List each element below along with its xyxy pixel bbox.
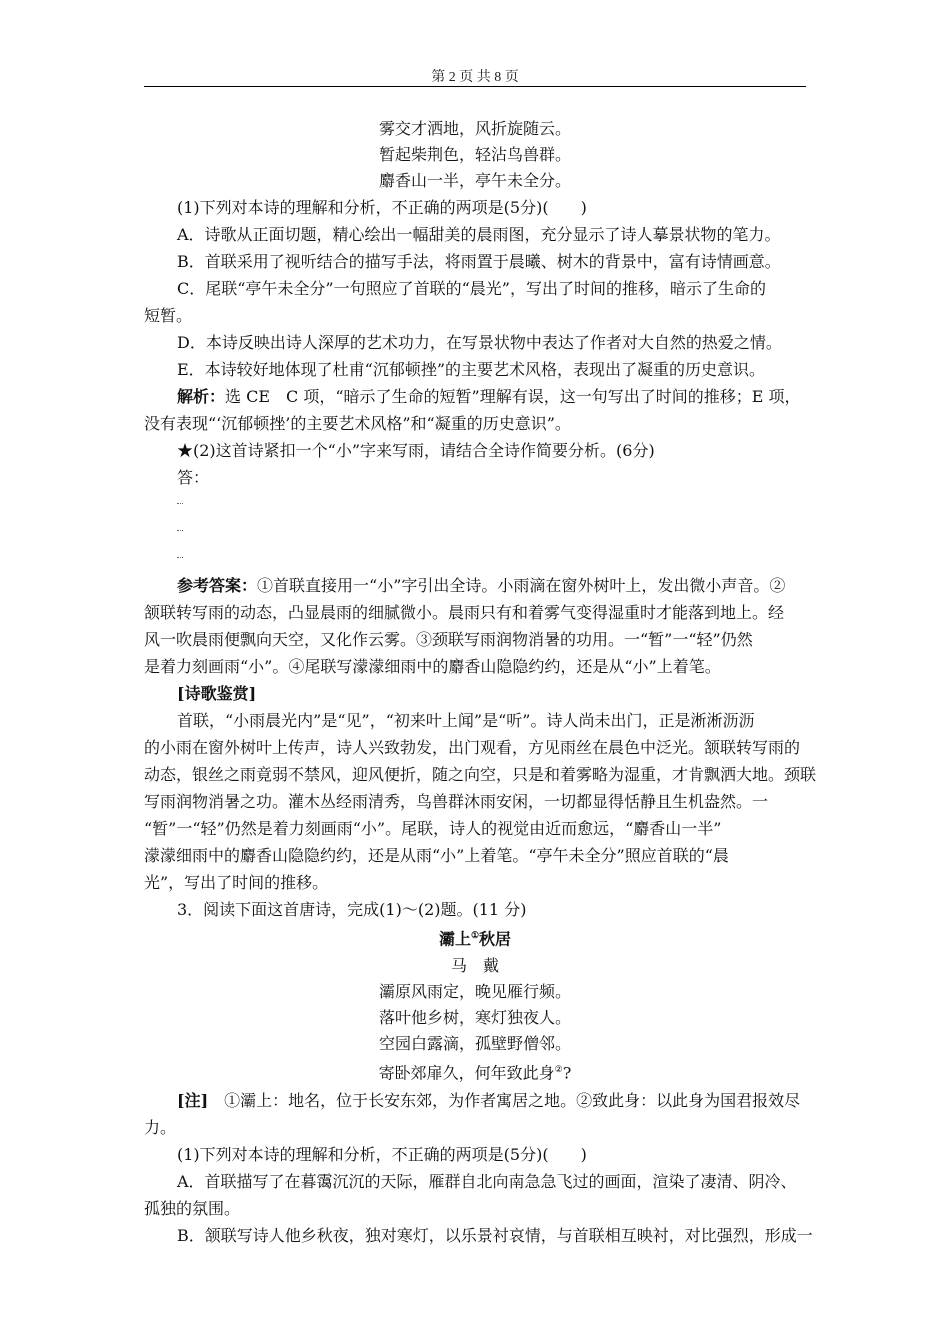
footnote-marker: ① xyxy=(470,931,480,941)
answer-blank-line[interactable] xyxy=(144,545,806,572)
appreciation-line: 光”，写出了时间的推移。 xyxy=(144,873,329,892)
poem-2-notes-cont: 力。 xyxy=(144,1117,177,1137)
reference-text: ①首联直接用一“小”字引出全诗。小雨滴在窗外树叶上，发出微小声音。② xyxy=(257,576,786,595)
option-d: D．本诗反映出诗人深厚的艺术功力，在写景状物中表达了作者对大自然的热爱之情。 xyxy=(177,333,782,352)
poem-line: 落叶他乡树，寒灯独夜人。 xyxy=(378,1008,571,1028)
answer-blank-line[interactable] xyxy=(144,491,806,518)
question-3-intro: 3．阅读下面这首唐诗，完成(1)～(2)题。(11 分) xyxy=(177,900,527,919)
poem-line: 雾交才洒地，风折旋随云。 xyxy=(378,119,571,138)
q3-option-b: B．颔联写诗人他乡秋夜，独对寒灯，以乐景衬哀情，与首联相互映衬，对比强烈，形成一 xyxy=(177,1225,813,1245)
note-text: ①灞上：地名，位于长安东郊，为作者寓居之地。②致此身：以此身为国君报效尽 xyxy=(224,1090,801,1110)
appreciation-line: 的小雨在窗外树叶上传声，诗人兴致勃发，出门观看，方见雨丝在晨色中泛光。颔联转写雨的 xyxy=(144,738,801,757)
answer-blank-line[interactable] xyxy=(144,518,806,545)
poem-2-author: 马 戴 xyxy=(450,956,499,976)
document-body xyxy=(144,116,817,1249)
poem-line: 暂起柴荆色，轻沾鸟兽群。 xyxy=(378,145,571,164)
reference-answer xyxy=(144,572,806,599)
poem-2-title: 灞上①秋居 xyxy=(438,929,512,949)
poem-line: 灞原风雨定，晚见雁行频。 xyxy=(378,982,571,1002)
appreciation-line: 动态，银丝之雨竟弱不禁风，迎风便折，随之向空，只是和着雾略为湿重，才肯飘洒大地。颈联 xyxy=(144,765,817,784)
appreciation-line: 濛濛细雨中的麝香山隐隐约约，还是从雨“小”上着笔。“亭午未全分”照应首联的“晨 xyxy=(144,846,729,865)
footnote-marker: ② xyxy=(554,1065,563,1076)
question-1-stem: (1)下列对本诗的理解和分析，不正确的两项是(5分)( ) xyxy=(177,198,587,217)
reference-label: 参考答案： xyxy=(177,576,258,595)
poem-line: 寄卧郊扉久，何年致此身②? xyxy=(378,1063,572,1083)
analysis-label: 解析： xyxy=(177,387,226,406)
question-2-stem: ★(2)这首诗紧扣一个“小”字来写雨，请结合全诗作简要分析。(6分) xyxy=(177,441,655,460)
analysis-text: 选 CE C 项，“暗示了生命的短暂”理解有误，这一句写出了时间的推移；E 项， xyxy=(225,387,801,406)
appreciation-title: [诗歌鉴赏] xyxy=(177,684,257,703)
option-e: E．本诗较好地体现了杜甫“沉郁顿挫”的主要艺术风格，表现出了凝重的历史意识。 xyxy=(177,360,766,379)
appreciation-line: 写雨润物消暑之功。灌木丛经雨清秀，鸟兽群沐雨安闲，一切都显得恬静且生机盎然。一 xyxy=(144,792,769,811)
appreciation-line: “暂”一“轻”仍然是着力刻画雨“小”。尾联，诗人的视觉由近而愈远，“麝香山一半” xyxy=(144,819,722,838)
poem-2-notes xyxy=(144,1087,806,1114)
poem-2 xyxy=(144,979,806,1086)
poem-line: 空园白露滴，孤壁野僧邻。 xyxy=(378,1034,571,1054)
poem-line: 麝香山一半，亭午未全分。 xyxy=(378,171,571,190)
reference-cont: 风一吹晨雨便飘向天空，又化作云雾。③颈联写雨润物消暑的功用。一“暂”一“轻”仍然 xyxy=(144,630,753,649)
analysis-cont: 没有表现“‘沉郁顿挫’的主要艺术风格”和“凝重的历史意识”。 xyxy=(144,414,571,433)
page-indicator: 第 2 页 共 8 页 xyxy=(431,70,519,85)
appreciation-line: 首联，“小雨晨光内”是“见”，“初来叶上闻”是“听”。诗人尚未出门，正是淅淅沥沥 xyxy=(177,711,755,730)
question-3-1-stem: (1)下列对本诗的理解和分析，不正确的两项是(5分)( ) xyxy=(177,1144,587,1164)
option-b: B．首联采用了视听结合的描写手法，将雨置于晨曦、树木的背景中，富有诗情画意。 xyxy=(177,252,781,271)
q3-option-a: A．首联描写了在暮霭沉沉的天际，雁群自北向南急急飞过的画面，渲染了凄清、阴冷、 xyxy=(177,1171,797,1191)
option-c-cont: 短暂。 xyxy=(144,306,193,325)
reference-cont: 是着力刻画雨“小”。④尾联写濛濛细雨中的麝香山隐隐约约，还是从“小”上着笔。 xyxy=(144,657,721,676)
option-c: C．尾联“亭午未全分”一句照应了首联的“晨光”，写出了时间的推移，暗示了生命的 xyxy=(177,279,766,298)
poem-1 xyxy=(144,116,806,194)
answer-label: 答： xyxy=(177,468,210,487)
q3-option-a-cont: 孤独的氛围。 xyxy=(144,1198,241,1218)
option-a: A．诗歌从正面切题，精心绘出一幅甜美的晨雨图，充分显示了诗人摹景状物的笔力。 xyxy=(177,225,781,244)
note-label: [注] xyxy=(177,1090,209,1110)
reference-cont: 颔联转写雨的动态，凸显晨雨的细腻微小。晨雨只有和着雾气变得湿重时才能落到地上。经 xyxy=(144,603,785,622)
header-rule xyxy=(144,86,806,87)
analysis xyxy=(144,383,806,410)
